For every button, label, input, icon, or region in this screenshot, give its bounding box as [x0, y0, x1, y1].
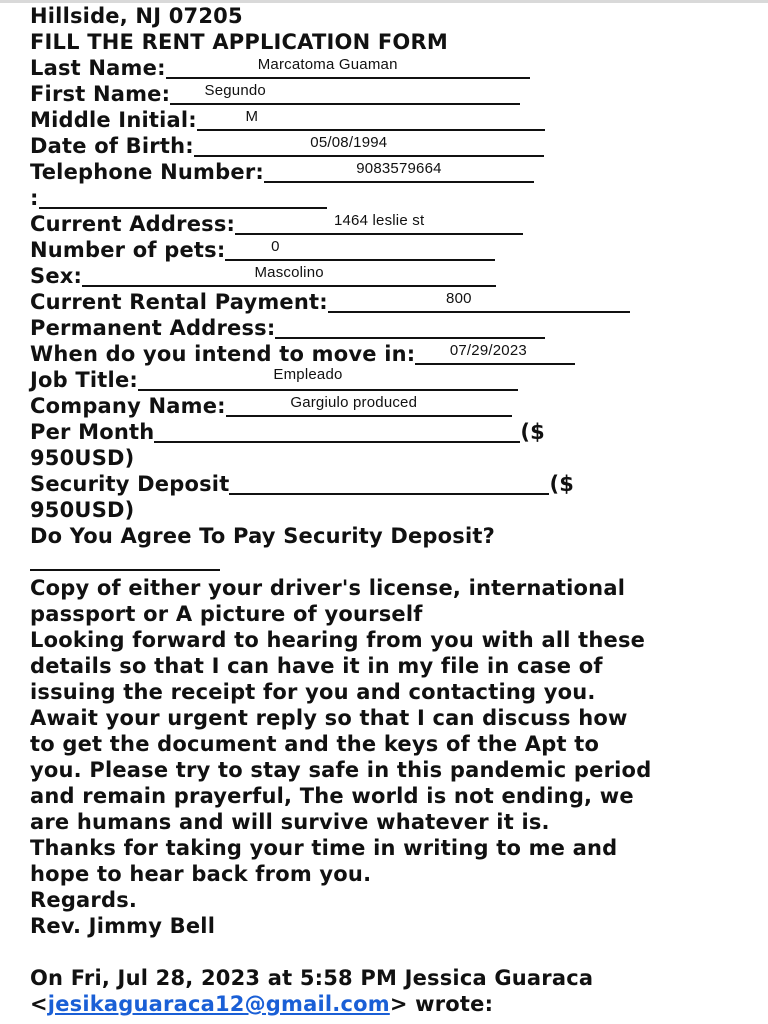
field-first-name — [30, 81, 520, 107]
field-company-name — [30, 393, 512, 419]
field-line — [328, 291, 630, 313]
body-line: Looking forward to hearing from you with all these — [30, 628, 646, 652]
field-continuation — [30, 185, 327, 211]
field-value: 05/08/1994 — [310, 134, 388, 151]
security-deposit-currency: ($ — [549, 472, 575, 496]
field-label: Middle Initial: — [30, 108, 197, 132]
field-date-of-birth — [30, 133, 544, 159]
form-title: FILL THE RENT APPLICATION FORM — [30, 30, 448, 54]
field-line — [264, 161, 534, 183]
field-label: Sex: — [30, 264, 83, 288]
field-label: Permanent Address: — [30, 316, 276, 340]
field-current-address — [30, 211, 523, 237]
field-value: 07/29/2023 — [449, 342, 527, 359]
body-line: details so that I can have it in my file in case of — [30, 654, 603, 678]
agree-question: Do You Agree To Pay Security Deposit? — [30, 524, 496, 548]
field-line — [225, 239, 495, 261]
field-line — [194, 135, 544, 157]
field-label: : — [30, 186, 39, 210]
security-deposit-amount: 950USD) — [30, 498, 135, 522]
field-value: Gargiulo produced — [290, 394, 418, 411]
field-label: Telephone Number: — [30, 160, 264, 184]
field-line — [275, 317, 545, 339]
field-number-of-pets — [30, 237, 495, 263]
body-line: you. Please try to stay safe in this pandemic period — [30, 758, 652, 782]
regards-line: Regards. — [30, 888, 138, 912]
field-value: 800 — [446, 290, 472, 307]
field-permanent-address — [30, 315, 545, 341]
field-label: Date of Birth: — [30, 134, 194, 158]
body-line: passport or A picture of yourself — [30, 602, 423, 626]
field-current-rental-payment — [30, 289, 630, 315]
per-month-row — [30, 419, 545, 445]
security-deposit-row — [30, 471, 574, 497]
field-line — [82, 265, 496, 287]
location-line: Hillside, NJ 07205 — [30, 4, 243, 28]
field-line — [138, 366, 518, 391]
field-line — [235, 213, 523, 235]
signature-line: Rev. Jimmy Bell — [30, 914, 216, 938]
field-value: 0 — [271, 238, 280, 255]
field-line — [39, 187, 327, 209]
field-value: Marcatoma Guaman — [257, 56, 398, 73]
field-job-title — [30, 367, 518, 393]
security-deposit-line — [229, 473, 549, 495]
field-line — [415, 343, 575, 365]
field-line — [170, 83, 520, 105]
field-label: Job Title: — [30, 368, 138, 392]
field-line — [226, 395, 512, 417]
body-line: Await your urgent reply so that I can discuss how — [30, 706, 628, 730]
per-month-currency: ($ — [520, 420, 545, 444]
body-line: are humans and will survive whatever it is. — [30, 810, 550, 834]
per-month-line — [154, 421, 520, 443]
field-label: Company Name: — [30, 394, 226, 418]
agree-answer-line — [30, 549, 220, 571]
reply-from-line — [30, 991, 493, 1017]
body-line: hope to hear back from you. — [30, 862, 372, 886]
field-value: Mascolino — [254, 264, 324, 281]
per-month-label: Per Month — [30, 420, 155, 444]
reply-open-bracket: < — [30, 992, 48, 1016]
field-line — [197, 109, 545, 131]
agree-answer-row — [30, 549, 220, 573]
field-value: Segundo — [204, 82, 266, 99]
field-value: M — [245, 108, 259, 125]
field-middle-initial — [30, 107, 545, 133]
body-line: to get the document and the keys of the Apt to — [30, 732, 600, 756]
body-line: Copy of either your driver's license, international — [30, 576, 626, 600]
per-month-amount: 950USD) — [30, 446, 135, 470]
field-move-in-date — [30, 341, 575, 367]
body-line: issuing the receipt for you and contacting you. — [30, 680, 596, 704]
field-label: Last Name: — [30, 56, 166, 80]
sender-email-link[interactable]: jesikaguaraca12@gmail.com — [47, 992, 390, 1016]
field-label: First Name: — [30, 82, 171, 106]
field-label: Current Address: — [30, 212, 236, 236]
field-value: 9083579664 — [356, 160, 442, 177]
field-label: When do you intend to move in: — [30, 342, 416, 366]
field-value: 1464 leslie st — [333, 212, 425, 229]
reply-header: On Fri, Jul 28, 2023 at 5:58 PM Jessica Guaraca — [30, 966, 594, 990]
field-label: Number of pets: — [30, 238, 226, 262]
body-line: and remain prayerful, The world is not ending, we — [30, 784, 634, 808]
field-sex — [30, 263, 496, 289]
field-value: Empleado — [273, 366, 343, 383]
field-line — [166, 57, 530, 79]
field-last-name — [30, 55, 530, 81]
security-deposit-label: Security Deposit — [30, 472, 230, 496]
body-line: Thanks for taking your time in writing to me and — [30, 836, 618, 860]
field-label: Current Rental Payment: — [30, 290, 328, 314]
field-telephone — [30, 159, 534, 185]
reply-wrote: > wrote: — [389, 992, 494, 1016]
